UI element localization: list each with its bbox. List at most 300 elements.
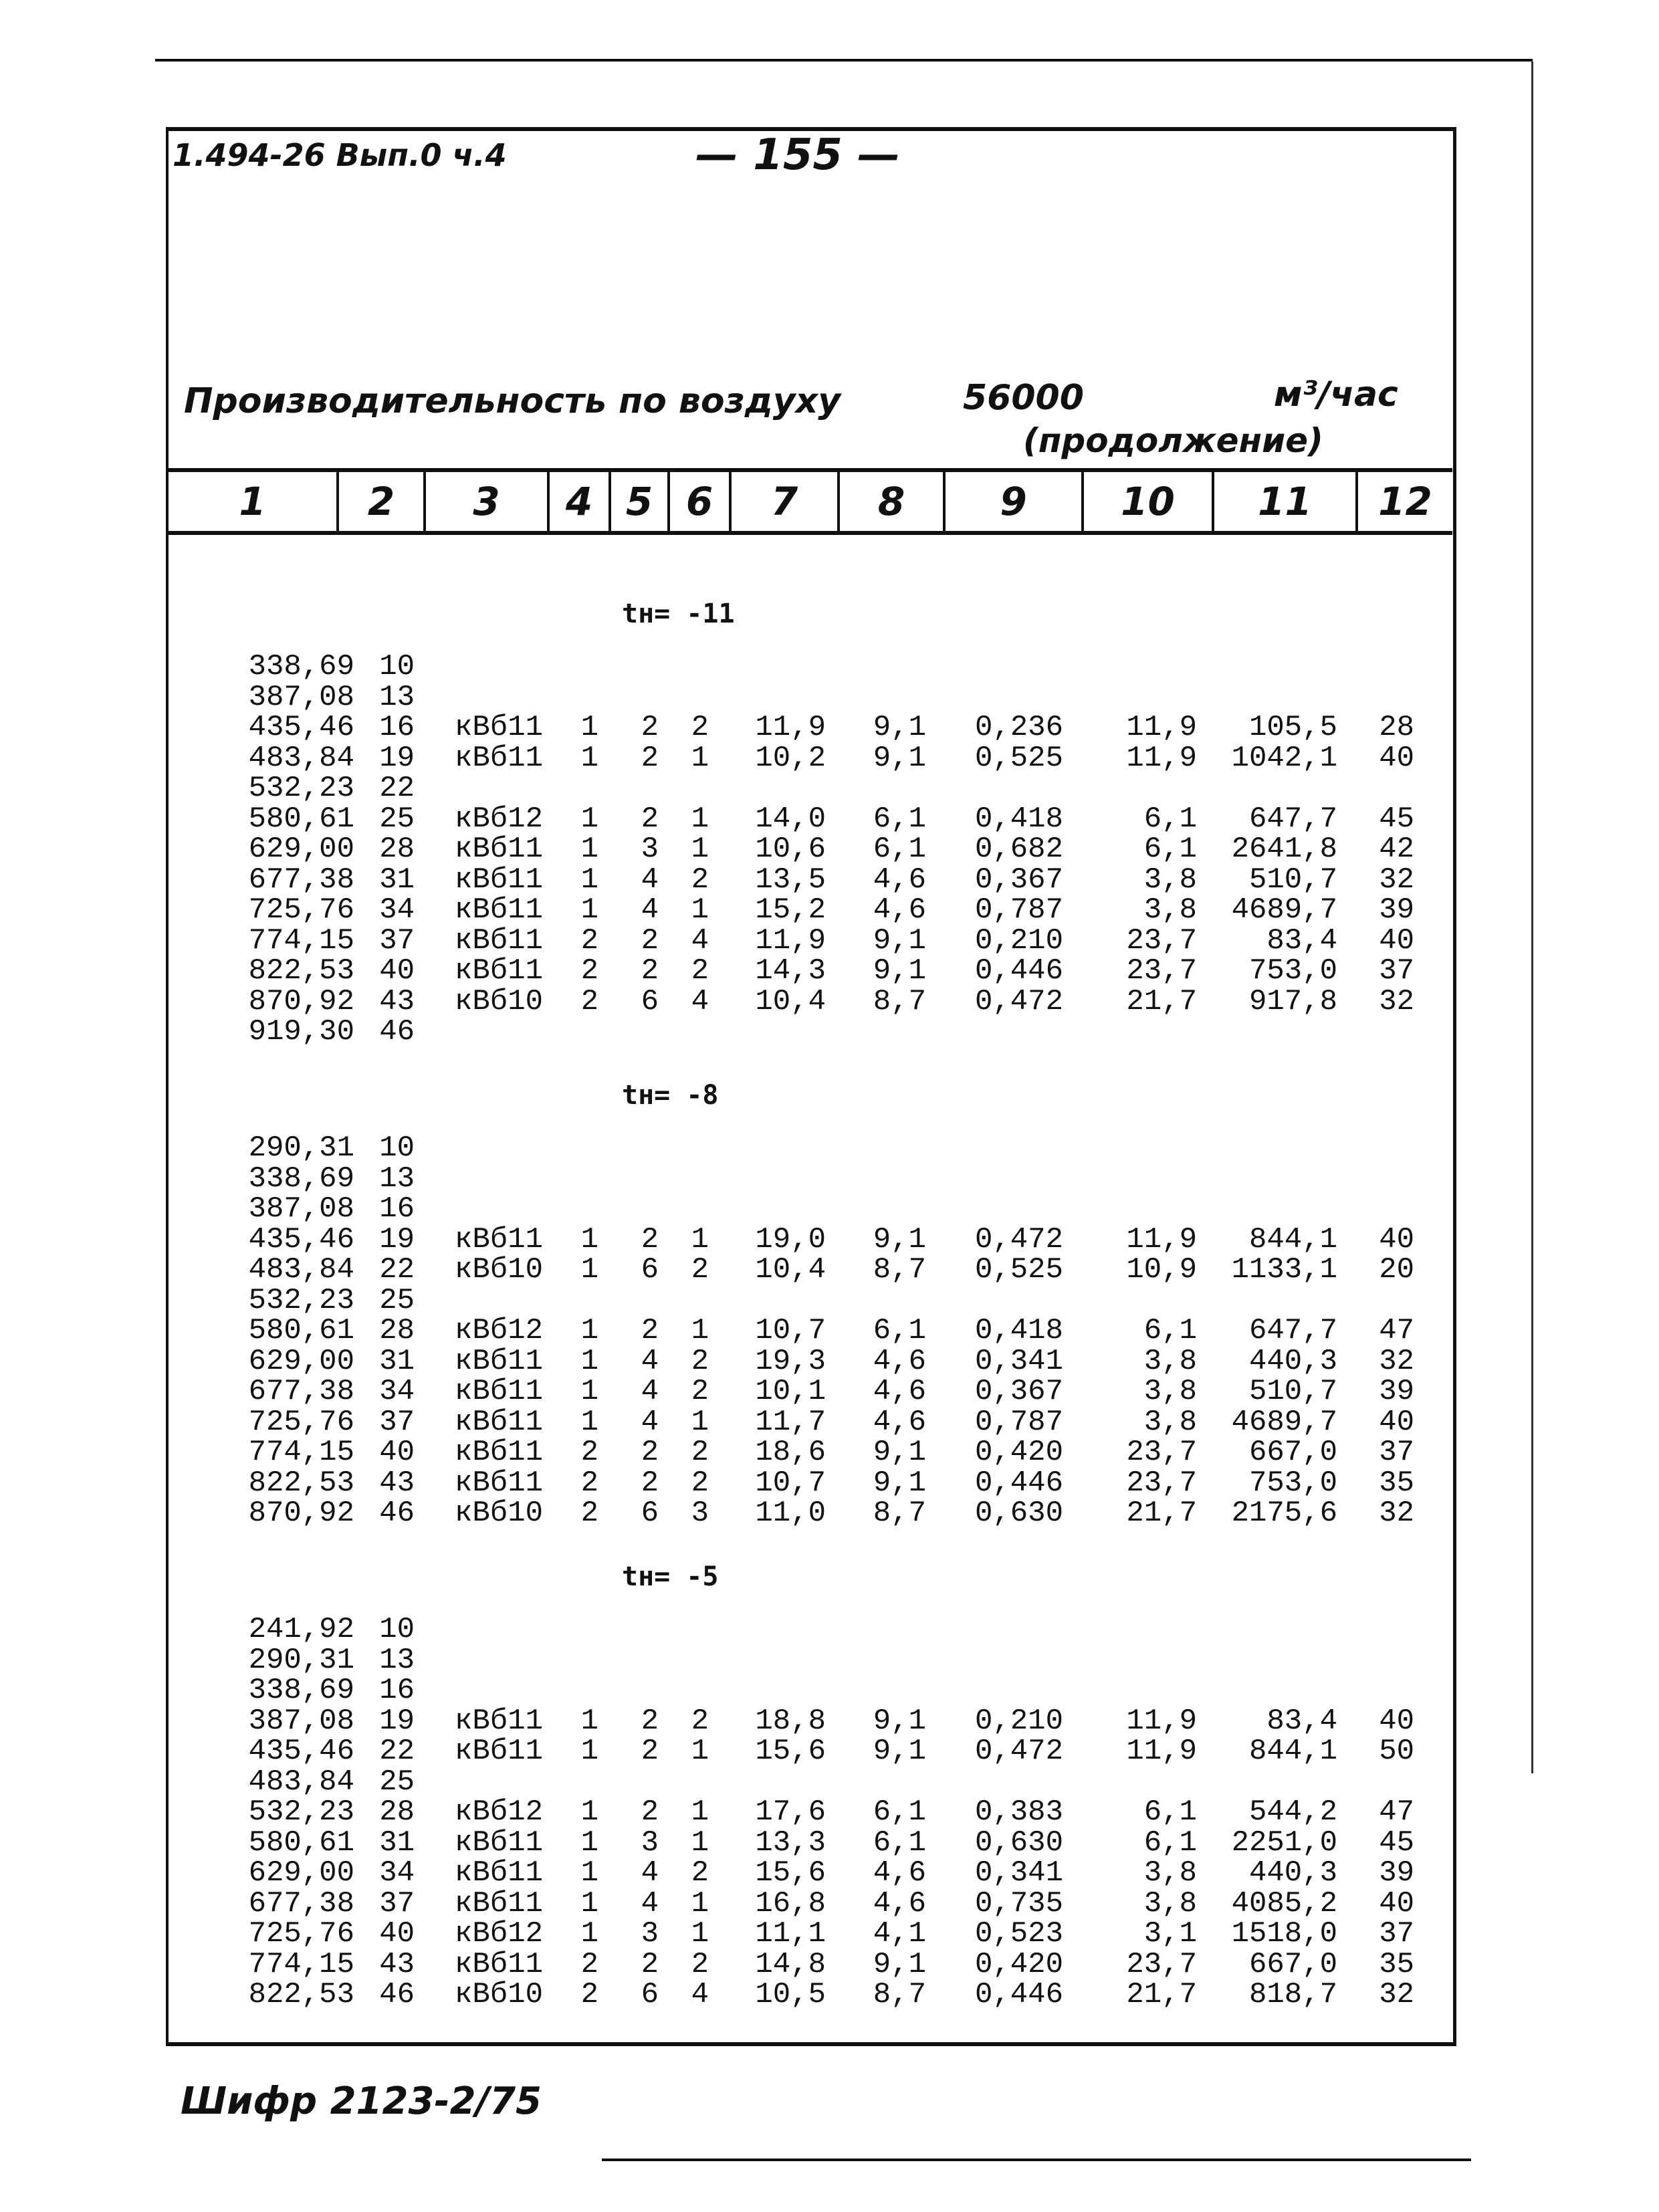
table-cell-col-7: 19,0 xyxy=(755,1222,826,1256)
table-cell-col-1: 774,15 xyxy=(248,1947,354,1981)
table-cell-col-3: кВб11 xyxy=(455,1466,544,1500)
table-cell-col-8: 8,7 xyxy=(873,1497,926,1530)
table-cell-col-1: 725,76 xyxy=(248,1405,354,1439)
table-cell-col-12: 45 xyxy=(1379,1826,1414,1860)
table-row xyxy=(0,835,1659,864)
table-cell-col-12: 47 xyxy=(1379,1795,1414,1829)
table-cell-col-6: 1 xyxy=(691,1795,709,1829)
table-cell-col-7: 14,3 xyxy=(755,954,826,988)
table-cell-col-12: 32 xyxy=(1379,1497,1414,1530)
table-cell-col-1: 870,92 xyxy=(248,1497,354,1530)
table-cell-col-1: 919,30 xyxy=(248,1015,354,1048)
section-label-outdoor-temp: tн= -8 xyxy=(622,1080,719,1111)
table-row xyxy=(0,741,1659,775)
table-cell-col-10: 6,1 xyxy=(1143,802,1197,836)
table-cell-col-11: 4085,2 xyxy=(1231,1886,1337,1920)
table-cell-col-4: 2 xyxy=(580,1466,598,1500)
table-cell-col-5: 6 xyxy=(641,1253,659,1287)
table-cell-col-1: 870,92 xyxy=(248,984,354,1018)
column-header-7: 7 xyxy=(732,472,840,531)
table-cell-col-8: 4,6 xyxy=(873,1344,926,1378)
table-cell-col-11: 83,4 xyxy=(1266,923,1337,958)
table-row xyxy=(0,1947,1659,1981)
table-cell-col-3: кВб11 xyxy=(455,923,544,958)
table-cell-col-11: 1518,0 xyxy=(1231,1917,1337,1951)
continued-note: (продолжение) xyxy=(1023,421,1323,460)
table-cell-col-4: 1 xyxy=(580,1405,598,1439)
air-capacity-units: м³/час xyxy=(1274,374,1398,415)
table-cell-col-11: 753,0 xyxy=(1248,954,1337,988)
table-cell-col-5: 2 xyxy=(641,1704,659,1738)
table-cell-col-2: 25 xyxy=(379,1765,415,1799)
table-cell-col-10: 11,9 xyxy=(1126,1222,1197,1256)
table-cell-col-5: 6 xyxy=(641,1497,659,1530)
table-cell-col-9: 0,341 xyxy=(974,1344,1063,1378)
table-cell-col-3: кВб11 xyxy=(455,1344,544,1378)
table-cell-col-1: 483,84 xyxy=(248,741,354,775)
table-cell-col-1: 483,84 xyxy=(248,1765,354,1799)
table-cell-col-3: кВб12 xyxy=(455,1314,544,1347)
table-cell-col-4: 1 xyxy=(580,1886,598,1920)
table-cell-col-9: 0,787 xyxy=(974,893,1063,927)
table-cell-col-2: 43 xyxy=(379,1466,415,1500)
table-cell-col-5: 4 xyxy=(641,893,659,927)
table-cell-col-4: 1 xyxy=(580,1856,598,1890)
table-cell-col-2: 10 xyxy=(379,650,415,683)
table-cell-col-3: кВб11 xyxy=(455,1856,544,1890)
column-header-1: 1 xyxy=(169,472,339,531)
table-cell-col-11: 667,0 xyxy=(1248,1947,1337,1981)
table-row xyxy=(0,1828,1659,1858)
table-cell-col-2: 34 xyxy=(379,1856,415,1890)
table-cell-col-1: 822,53 xyxy=(248,1466,354,1500)
table-cell-col-7: 17,6 xyxy=(755,1795,826,1829)
table-cell-col-2: 31 xyxy=(379,1826,415,1860)
table-cell-col-4: 1 xyxy=(580,1222,598,1256)
table-row xyxy=(0,1643,1659,1677)
table-cell-col-1: 580,61 xyxy=(248,1826,354,1860)
table-cell-col-1: 629,00 xyxy=(248,1856,354,1890)
table-cell-col-1: 677,38 xyxy=(248,863,354,897)
table-row xyxy=(0,1255,1659,1285)
table-cell-col-8: 6,1 xyxy=(873,1314,926,1347)
table-cell-col-10: 3,8 xyxy=(1143,1344,1197,1378)
table-cell-col-5: 2 xyxy=(641,1795,659,1829)
table-cell-col-5: 4 xyxy=(641,863,659,897)
table-cell-col-11: 4689,7 xyxy=(1231,893,1337,927)
table-cell-col-8: 6,1 xyxy=(873,1795,926,1829)
table-cell-col-9: 0,420 xyxy=(974,1436,1063,1469)
table-cell-col-4: 2 xyxy=(580,1436,598,1469)
table-cell-col-7: 16,8 xyxy=(755,1886,826,1920)
table-cell-col-2: 28 xyxy=(379,1314,415,1347)
table-cell-col-1: 338,69 xyxy=(248,1674,354,1707)
table-cell-col-8: 4,6 xyxy=(873,1405,926,1439)
table-cell-col-6: 1 xyxy=(691,1886,709,1920)
table-cell-col-2: 40 xyxy=(379,1436,415,1469)
table-cell-col-2: 28 xyxy=(379,1795,415,1829)
table-cell-col-1: 677,38 xyxy=(248,1886,354,1920)
table-cell-col-5: 2 xyxy=(641,1436,659,1469)
table-cell-col-10: 3,8 xyxy=(1143,893,1197,927)
section-label-outdoor-temp: tн= -5 xyxy=(622,1561,719,1592)
table-cell-col-11: 844,1 xyxy=(1248,1735,1337,1768)
table-cell-col-10: 23,7 xyxy=(1126,954,1197,988)
table-cell-col-4: 1 xyxy=(580,893,598,927)
table-cell-col-2: 10 xyxy=(379,1613,415,1646)
table-cell-col-9: 0,630 xyxy=(974,1497,1063,1530)
table-cell-col-3: кВб11 xyxy=(455,1826,544,1860)
table-cell-col-12: 42 xyxy=(1379,833,1414,866)
table-cell-col-10: 11,9 xyxy=(1126,741,1197,775)
table-cell-col-2: 43 xyxy=(379,1947,415,1981)
table-row xyxy=(0,1017,1659,1046)
table-cell-col-8: 6,1 xyxy=(873,802,926,836)
table-cell-col-3: кВб10 xyxy=(455,1253,544,1287)
table-cell-col-3: кВб11 xyxy=(455,833,544,866)
table-row xyxy=(0,1405,1659,1439)
table-cell-col-2: 19 xyxy=(379,1222,415,1256)
table-cell-col-3: кВб11 xyxy=(455,1704,544,1738)
table-cell-col-11: 753,0 xyxy=(1248,1466,1337,1500)
table-cell-col-8: 9,1 xyxy=(873,1735,926,1768)
table-cell-col-7: 15,2 xyxy=(755,893,826,927)
table-row xyxy=(0,1438,1659,1467)
table-cell-col-9: 0,523 xyxy=(974,1917,1063,1951)
table-cell-col-8: 6,1 xyxy=(873,833,926,866)
table-cell-col-4: 1 xyxy=(580,711,598,744)
table-cell-col-1: 241,92 xyxy=(248,1613,354,1646)
table-cell-col-2: 46 xyxy=(379,1015,415,1048)
table-cell-col-8: 4,6 xyxy=(873,1856,926,1890)
table-cell-col-12: 45 xyxy=(1379,802,1414,836)
table-cell-col-5: 3 xyxy=(641,1917,659,1951)
table-cell-col-6: 2 xyxy=(691,1436,709,1469)
table-cell-col-9: 0,341 xyxy=(974,1856,1063,1890)
table-cell-col-1: 822,53 xyxy=(248,954,354,988)
table-cell-col-9: 0,418 xyxy=(974,1314,1063,1347)
table-cell-col-3: кВб11 xyxy=(455,893,544,927)
table-cell-col-1: 580,61 xyxy=(248,1314,354,1347)
table-cell-col-3: кВб11 xyxy=(455,1436,544,1469)
table-cell-col-5: 4 xyxy=(641,1375,659,1408)
table-cell-col-4: 2 xyxy=(580,1497,598,1530)
table-cell-col-4: 1 xyxy=(580,1253,598,1287)
table-cell-col-1: 532,23 xyxy=(248,1283,354,1317)
table-row xyxy=(0,1767,1659,1797)
table-cell-col-3: кВб11 xyxy=(455,1947,544,1981)
table-cell-col-12: 40 xyxy=(1379,1222,1414,1256)
table-cell-col-4: 1 xyxy=(580,1917,598,1951)
table-cell-col-11: 1042,1 xyxy=(1231,741,1337,775)
table-cell-col-1: 677,38 xyxy=(248,1375,354,1408)
page-number: — 155 — xyxy=(695,130,901,180)
table-cell-col-2: 10 xyxy=(379,1131,415,1165)
table-cell-col-8: 9,1 xyxy=(873,1436,926,1469)
table-cell-col-10: 3,8 xyxy=(1143,1886,1197,1920)
table-cell-col-2: 22 xyxy=(379,772,415,805)
table-row xyxy=(0,1377,1659,1406)
table-cell-col-8: 4,6 xyxy=(873,893,926,927)
table-row xyxy=(0,1886,1659,1920)
table-cell-col-7: 19,3 xyxy=(755,1344,826,1378)
table-cell-col-12: 37 xyxy=(1379,1436,1414,1469)
table-cell-col-12: 40 xyxy=(1379,1886,1414,1920)
table-row xyxy=(0,1468,1659,1498)
table-cell-col-6: 2 xyxy=(691,1344,709,1378)
document-code: 1.494-26 Вып.0 ч.4 xyxy=(173,137,507,173)
table-cell-col-6: 4 xyxy=(691,984,709,1018)
table-cell-col-9: 0,420 xyxy=(974,1947,1063,1981)
table-cell-col-5: 4 xyxy=(641,1886,659,1920)
table-cell-col-3: кВб11 xyxy=(455,863,544,897)
table-cell-col-1: 822,53 xyxy=(248,1978,354,2011)
column-header-11: 11 xyxy=(1214,472,1358,531)
table-cell-col-8: 9,1 xyxy=(873,1947,926,1981)
table-cell-col-2: 40 xyxy=(379,954,415,988)
table-cell-col-12: 32 xyxy=(1379,863,1414,897)
table-cell-col-2: 22 xyxy=(379,1253,415,1287)
table-cell-col-1: 580,61 xyxy=(248,802,354,836)
table-cell-col-6: 3 xyxy=(691,1497,709,1530)
table-cell-col-12: 20 xyxy=(1379,1253,1414,1287)
table-cell-col-4: 1 xyxy=(580,863,598,897)
table-cell-col-7: 10,7 xyxy=(755,1466,826,1500)
table-cell-col-10: 23,7 xyxy=(1126,1436,1197,1469)
table-cell-col-1: 629,00 xyxy=(248,1344,354,1378)
table-cell-col-7: 11,0 xyxy=(755,1497,826,1530)
table-cell-col-2: 46 xyxy=(379,1497,415,1530)
table-cell-col-8: 4,1 xyxy=(873,1917,926,1951)
table-cell-col-10: 11,9 xyxy=(1126,1704,1197,1738)
table-cell-col-1: 387,08 xyxy=(248,1192,354,1226)
table-cell-col-3: кВб11 xyxy=(455,711,544,744)
column-header-9: 9 xyxy=(946,472,1084,531)
table-cell-col-6: 2 xyxy=(691,711,709,744)
table-cell-col-9: 0,446 xyxy=(974,954,1063,988)
table-row xyxy=(0,1919,1659,1949)
table-cell-col-11: 105,5 xyxy=(1248,711,1337,744)
table-cell-col-2: 34 xyxy=(379,893,415,927)
table-row xyxy=(0,1858,1659,1888)
table-cell-col-6: 2 xyxy=(691,1466,709,1500)
table-cell-col-4: 1 xyxy=(580,1314,598,1347)
table-cell-col-10: 21,7 xyxy=(1126,1978,1197,2011)
table-cell-col-4: 1 xyxy=(580,1344,598,1378)
table-cell-col-3: кВб10 xyxy=(455,984,544,1018)
table-cell-col-8: 6,1 xyxy=(873,1826,926,1860)
table-cell-col-6: 1 xyxy=(691,893,709,927)
table-cell-col-6: 1 xyxy=(691,1917,709,1951)
table-row xyxy=(0,1676,1659,1705)
table-cell-col-6: 1 xyxy=(691,1222,709,1256)
table-cell-col-1: 387,08 xyxy=(248,680,354,714)
table-cell-col-12: 39 xyxy=(1379,893,1414,927)
table-row xyxy=(0,895,1659,925)
table-cell-col-6: 4 xyxy=(691,923,709,958)
table-cell-col-4: 2 xyxy=(580,1947,598,1981)
table-cell-col-2: 40 xyxy=(379,1917,415,1951)
table-cell-col-11: 2175,6 xyxy=(1231,1497,1337,1530)
table-cell-col-5: 6 xyxy=(641,984,659,1018)
table-row xyxy=(0,1706,1659,1736)
table-cell-col-11: 667,0 xyxy=(1248,1436,1337,1469)
table-cell-col-3: кВб11 xyxy=(455,1886,544,1920)
table-row xyxy=(0,1133,1659,1163)
table-cell-col-2: 16 xyxy=(379,711,415,744)
table-cell-col-7: 11,7 xyxy=(755,1405,826,1439)
table-cell-col-3: кВб11 xyxy=(455,1405,544,1439)
table-cell-col-12: 32 xyxy=(1379,984,1414,1018)
table-cell-col-4: 2 xyxy=(580,1978,598,2011)
table-title: Производительность по воздуху xyxy=(184,381,841,421)
table-cell-col-1: 725,76 xyxy=(248,893,354,927)
table-cell-col-5: 2 xyxy=(641,1222,659,1256)
table-cell-col-2: 25 xyxy=(379,1283,415,1317)
table-cell-col-11: 844,1 xyxy=(1248,1222,1337,1256)
table-cell-col-8: 4,6 xyxy=(873,1886,926,1920)
table-cell-col-9: 0,367 xyxy=(974,1375,1063,1408)
table-cell-col-9: 0,446 xyxy=(974,1978,1063,2011)
table-cell-col-6: 4 xyxy=(691,1978,709,2011)
table-cell-col-4: 2 xyxy=(580,923,598,958)
table-cell-col-5: 2 xyxy=(641,954,659,988)
table-cell-col-5: 2 xyxy=(641,923,659,958)
table-cell-col-12: 37 xyxy=(1379,954,1414,988)
table-row xyxy=(0,774,1659,803)
table-row xyxy=(0,804,1659,834)
table-cell-col-6: 2 xyxy=(691,1253,709,1287)
table-cell-col-7: 10,7 xyxy=(755,1314,826,1347)
table-cell-col-9: 0,367 xyxy=(974,863,1063,897)
table-cell-col-7: 14,8 xyxy=(755,1947,826,1981)
table-cell-col-10: 10,9 xyxy=(1126,1253,1197,1287)
table-row xyxy=(0,1797,1659,1827)
table-cell-col-2: 19 xyxy=(379,741,415,775)
table-cell-col-4: 1 xyxy=(580,1704,598,1738)
table-cell-col-1: 290,31 xyxy=(248,1643,354,1677)
table-cell-col-8: 9,1 xyxy=(873,741,926,775)
table-cell-col-9: 0,735 xyxy=(974,1886,1063,1920)
table-cell-col-2: 31 xyxy=(379,863,415,897)
table-cell-col-10: 6,1 xyxy=(1143,1314,1197,1347)
table-cell-col-8: 9,1 xyxy=(873,1222,926,1256)
table-cell-col-2: 37 xyxy=(379,923,415,958)
table-cell-col-6: 2 xyxy=(691,1856,709,1890)
table-cell-col-5: 3 xyxy=(641,833,659,866)
table-cell-col-11: 917,8 xyxy=(1248,984,1337,1018)
table-cell-col-2: 37 xyxy=(379,1405,415,1439)
column-header-4: 4 xyxy=(550,472,611,531)
table-cell-col-5: 6 xyxy=(641,1978,659,2011)
table-cell-col-1: 435,46 xyxy=(248,1735,354,1768)
table-cell-col-5: 2 xyxy=(641,1466,659,1500)
table-cell-col-6: 1 xyxy=(691,1826,709,1860)
table-cell-col-8: 9,1 xyxy=(873,1466,926,1500)
table-cell-col-6: 2 xyxy=(691,863,709,897)
table-cell-col-10: 3,8 xyxy=(1143,1405,1197,1439)
table-cell-col-2: 31 xyxy=(379,1344,415,1378)
table-cell-col-2: 22 xyxy=(379,1735,415,1768)
table-cell-col-3: кВб11 xyxy=(455,1222,544,1256)
table-cell-col-12: 28 xyxy=(1379,711,1414,744)
table-cell-col-12: 32 xyxy=(1379,1344,1414,1378)
table-cell-col-9: 0,210 xyxy=(974,1704,1063,1738)
table-cell-col-9: 0,472 xyxy=(974,1222,1063,1256)
table-cell-col-3: кВб12 xyxy=(455,802,544,836)
table-cell-col-4: 1 xyxy=(580,741,598,775)
table-cell-col-1: 774,15 xyxy=(248,1436,354,1469)
table-cell-col-5: 4 xyxy=(641,1856,659,1890)
table-cell-col-11: 647,7 xyxy=(1248,802,1337,836)
table-cell-col-11: 83,4 xyxy=(1266,1704,1337,1738)
table-cell-col-5: 3 xyxy=(641,1826,659,1860)
table-cell-col-7: 15,6 xyxy=(755,1735,826,1768)
table-cell-col-5: 2 xyxy=(641,802,659,836)
table-cell-col-1: 435,46 xyxy=(248,711,354,744)
table-cell-col-10: 11,9 xyxy=(1126,711,1197,744)
table-cell-col-3: кВб11 xyxy=(455,1735,544,1768)
table-cell-col-10: 3,8 xyxy=(1143,863,1197,897)
table-cell-col-3: кВб11 xyxy=(455,954,544,988)
column-header-5: 5 xyxy=(611,472,670,531)
table-cell-col-3: кВб11 xyxy=(455,1375,544,1408)
table-cell-col-8: 9,1 xyxy=(873,954,926,988)
table-cell-col-8: 8,7 xyxy=(873,1253,926,1287)
column-header-12: 12 xyxy=(1378,479,1432,524)
table-cell-col-5: 4 xyxy=(641,1344,659,1378)
table-row xyxy=(0,1499,1659,1528)
table-cell-col-3: кВб10 xyxy=(455,1978,544,2011)
table-cell-col-3: кВб12 xyxy=(455,1917,544,1951)
table-cell-col-12: 40 xyxy=(1379,923,1414,958)
table-cell-col-10: 21,7 xyxy=(1126,984,1197,1018)
table-cell-col-2: 16 xyxy=(379,1192,415,1226)
table-cell-col-9: 0,525 xyxy=(974,741,1063,775)
table-cell-col-10: 6,1 xyxy=(1143,833,1197,866)
table-row xyxy=(0,1194,1659,1224)
table-cell-col-10: 6,1 xyxy=(1143,1795,1197,1829)
table-cell-col-1: 774,15 xyxy=(248,923,354,958)
table-cell-col-2: 37 xyxy=(379,1886,415,1920)
table-cell-col-1: 725,76 xyxy=(248,1917,354,1951)
column-header-6: 6 xyxy=(670,472,732,531)
table-cell-col-11: 440,3 xyxy=(1248,1856,1337,1890)
table-cell-col-7: 14,0 xyxy=(755,802,826,836)
table-cell-col-2: 16 xyxy=(379,1674,415,1707)
table-cell-col-4: 1 xyxy=(580,833,598,866)
table-cell-col-5: 2 xyxy=(641,1314,659,1347)
table-cell-col-4: 2 xyxy=(580,984,598,1018)
table-cell-col-12: 39 xyxy=(1379,1375,1414,1408)
table-row xyxy=(0,923,1659,958)
table-row xyxy=(0,1737,1659,1766)
table-cell-col-11: 544,2 xyxy=(1248,1795,1337,1829)
table-cell-col-9: 0,210 xyxy=(974,923,1063,958)
table-cell-col-10: 11,9 xyxy=(1126,1735,1197,1768)
table-cell-col-11: 440,3 xyxy=(1248,1344,1337,1378)
table-cell-col-7: 15,6 xyxy=(755,1856,826,1890)
table-cell-col-11: 818,7 xyxy=(1248,1978,1337,2011)
table-cell-col-8: 4,6 xyxy=(873,863,926,897)
table-cell-col-8: 8,7 xyxy=(873,984,926,1018)
table-cell-col-7: 11,9 xyxy=(755,711,826,744)
table-cell-col-10: 23,7 xyxy=(1126,1947,1197,1981)
table-cell-col-10: 3,8 xyxy=(1143,1375,1197,1408)
table-cell-col-8: 8,7 xyxy=(873,1978,926,2011)
table-cell-col-7: 10,1 xyxy=(755,1375,826,1408)
table-cell-col-9: 0,236 xyxy=(974,711,1063,744)
